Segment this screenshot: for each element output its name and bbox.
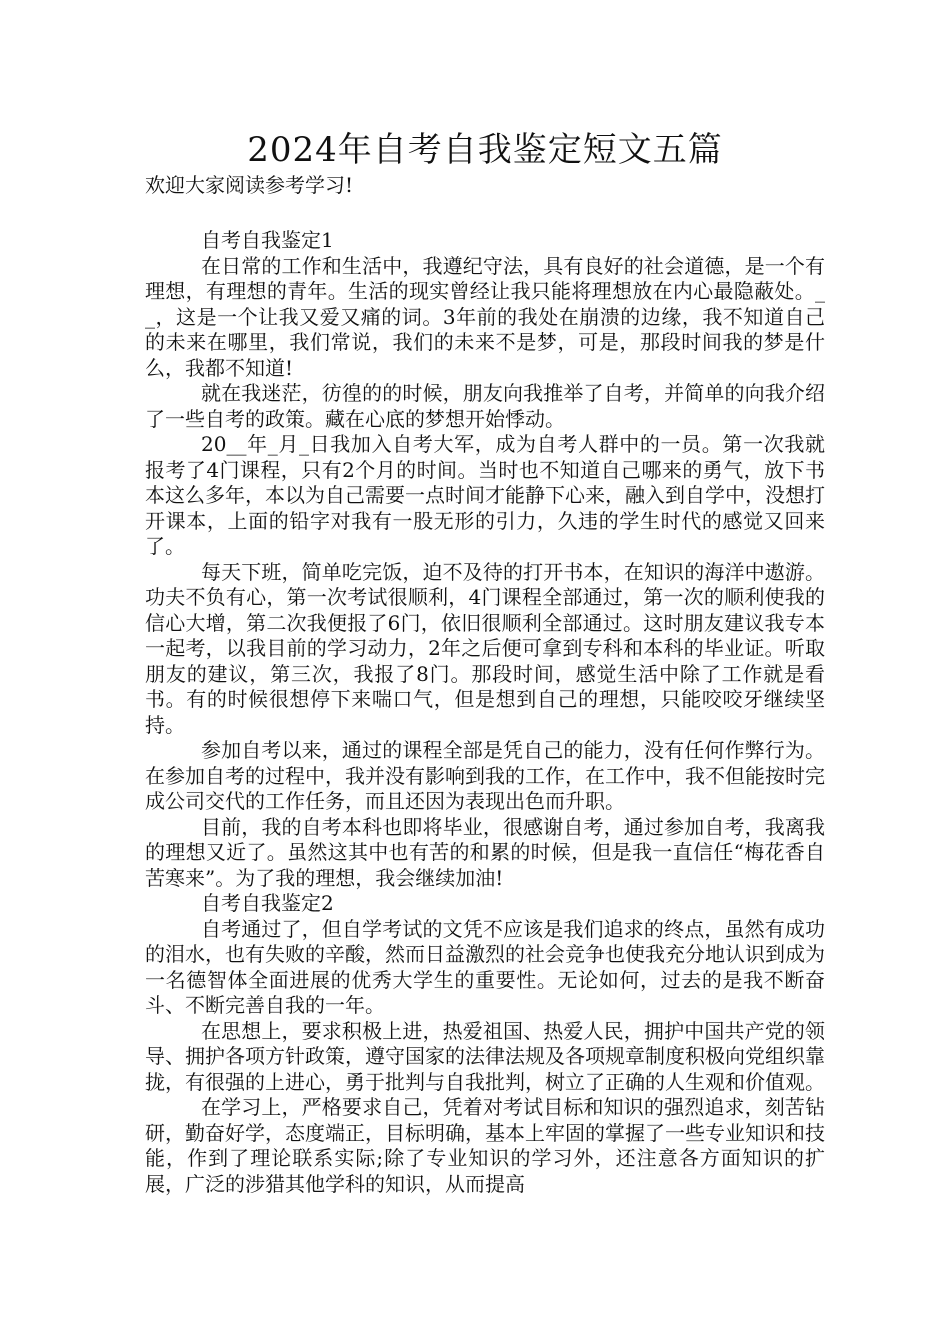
section-heading: 自考自我鉴定1 <box>201 228 334 252</box>
paragraph: 在学习上，严格要求自己，凭着对考试目标和知识的强烈追求，刻苦钻研，勤奋好学，态度端正，目标明确，基本上牢固的掌握了一些专业知识和技能，作到了理论联系实际;除了专业知识的学习外，还注意各方面知识的扩展，广泛的涉猎其他学科的知识，从而提高 <box>145 1095 825 1196</box>
paragraph: 在日常的工作和生活中，我遵纪守法，具有良好的社会道德，是一个有理想，有理想的青年。生活的现实曾经让我只能将理想放在内心最隐蔽处。__，这是一个让我又爱又痛的词。3年前的我处在崩溃的边缘，我不知道自己的未来在哪里，我们常说，我们的未来不是梦，可是，那段时间我的梦是什么，我都不知道! <box>145 253 825 380</box>
page-title: 2024年自考自我鉴定短文五篇 <box>247 130 723 170</box>
paragraph: 自考通过了，但自学考试的文凭不应该是我们追求的终点，虽然有成功的泪水，也有失败的辛酸，然而日益激烈的社会竞争也使我充分地认识到成为一名德智体全面进展的优秀大学生的重要性。无论如何，过去的是我不断奋斗、不断完善自我的一年。 <box>145 916 825 1017</box>
document-page <box>145 128 825 1197</box>
paragraph: 20__年_月_日我加入自考大军，成为自考人群中的一员。第一次我就报考了4门课程，只有2个月的时间。当时也不知道自己哪来的勇气，放下书本这么多年，本以为自己需要一点时间才能静下心来，融入到自学中，没想打开课本，上面的铅字对我有一股无形的引力，久违的学生时代的感觉又回来了。 <box>145 432 825 558</box>
paragraph: 参加自考以来，通过的课程全部是凭自己的能力，没有任何作弊行为。在参加自考的过程中，我并没有影响到我的工作，在工作中，我不但能按时完成公司交代的工作任务，而且还因为表现出色而升职。 <box>145 738 825 813</box>
paragraph: 目前，我的自考本科也即将毕业，很感谢自考，通过参加自考，我离我的理想又近了。虽然这其中也有苦的和累的时候，但是我一直信任“梅花香自苦寒来”。为了我的理想，我会继续加油! <box>145 814 825 890</box>
paragraph: 每天下班，简单吃完饭，迫不及待的打开书本，在知识的海洋中遨游。功夫不负有心，第一次考试很顺利，4门课程全部通过，第一次的顺利使我的信心大增，第二次我便报了6门，依旧很顺利全部通过。这时朋友建议我专本一起考，以我目前的学习动力，2年之后便可拿到专科和本科的毕业证。听取朋友的建议，第三次，我报了8门。那段时间，感觉生活中除了工作就是看书。有的时候很想停下来喘口气，但是想到自己的理想，只能咬咬牙继续坚持。 <box>145 559 825 737</box>
intro-text: 欢迎大家阅读参考学习! <box>145 173 354 197</box>
section-heading: 自考自我鉴定2 <box>201 891 334 915</box>
paragraph: 就在我迷茫，彷徨的的时候，朋友向我推举了自考，并简单的向我介绍了一些自考的政策。藏在心底的梦想开始悸动。 <box>145 381 825 431</box>
document-body <box>145 228 825 1197</box>
paragraph: 在思想上，要求积极上进，热爱祖国、热爱人民，拥护中国共产党的领导、拥护各项方针政策，遵守国家的法律法规及各项规章制度积极向党组织靠拢，有很强的上进心，勇于批判与自我批判，树立了正确的人生观和价值观。 <box>145 1018 825 1094</box>
